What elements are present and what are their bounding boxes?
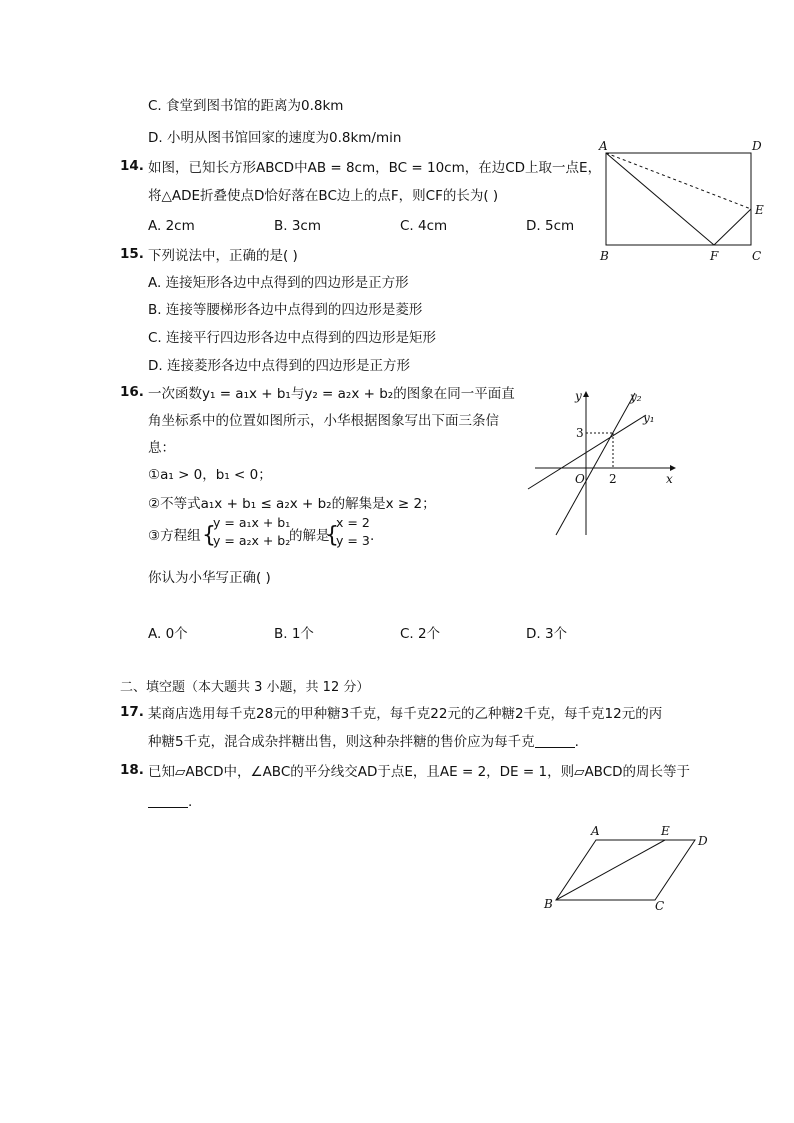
q18-label-a: A (591, 824, 600, 838)
q16-solution-x: x = 2 (336, 515, 370, 530)
q18-stem-line1: 已知▱ABCD中，∠ABC的平分线交AD于点E，且AE = 2，DE = 1，则▱ABCD的周长等于 (148, 764, 691, 780)
q16-info-3-prefix: ③方程组 (148, 528, 201, 544)
q18-label-b: B (544, 897, 553, 911)
q18-parallelogram-figure (540, 820, 720, 915)
q18-end-mark: . (188, 794, 193, 810)
q14-option-a: A. 2cm (148, 218, 195, 234)
q16-brace-right: { (325, 523, 339, 548)
q17-number: 17. (120, 704, 144, 720)
q14-option-d: D. 5cm (526, 218, 575, 234)
q16-stem-line3: 息： (148, 440, 175, 456)
q15-number: 15. (120, 246, 144, 262)
q16-brace-left: { (202, 523, 216, 548)
q18-label-e: E (661, 824, 670, 838)
q16-info-2: ②不等式a₁x + b₁ ≤ a₂x + b₂的解集是x ≥ 2； (148, 496, 436, 512)
q16-function-graph (520, 385, 680, 545)
q14-stem-line2: 将△ADE折叠使点D恰好落在BC边上的点F，则CF的长为( ) (148, 188, 499, 204)
q16-option-a: A. 0个 (148, 626, 188, 642)
q15-option-a: A. 连接矩形各边中点得到的四边形是正方形 (148, 275, 409, 291)
q14-label-f: F (710, 249, 719, 263)
q17-answer-blank[interactable] (535, 733, 575, 748)
q16-system-eq2: y = a₂x + b₂ (213, 533, 291, 548)
q16-line-y2-label: y₂ (630, 390, 642, 404)
q13-option-d: D. 小明从图书馆回家的速度为0.8km/min (148, 130, 402, 146)
q18-number: 18. (120, 762, 144, 778)
q14-label-b: B (600, 249, 609, 263)
q14-label-e: E (755, 203, 764, 217)
q16-system-eq1: y = a₁x + b₁ (213, 515, 291, 530)
q16-info-3-end: . (370, 528, 375, 544)
q16-axis-x-label: x (666, 472, 673, 486)
q15-option-d: D. 连接菱形各边中点得到的四边形是正方形 (148, 358, 410, 374)
q13-option-c: C. 食堂到图书馆的距离为0.8km (148, 98, 344, 114)
q14-stem-line1: 如图，已知长方形ABCD中AB = 8cm，BC = 10cm，在边CD上取一点E， (148, 160, 602, 176)
q14-rectangle-figure (596, 140, 776, 265)
q16-axis-y-label: y (575, 389, 582, 403)
q17-stem-line2-text: 种糖5千克，混合成杂拌糖出售，则这种杂拌糖的售价应为每千克 (148, 734, 535, 750)
q14-number: 14. (120, 158, 144, 174)
q16-solution-y: y = 3 (336, 533, 370, 548)
q16-info-1: ①a₁ > 0，b₁ < 0； (148, 467, 272, 483)
q14-option-c: C. 4cm (400, 218, 448, 234)
q18-answer-blank[interactable] (148, 793, 188, 808)
q15-option-b: B. 连接等腰梯形各边中点得到的四边形是菱形 (148, 302, 423, 318)
q16-number: 16. (120, 384, 144, 400)
q16-option-b: B. 1个 (274, 626, 314, 642)
q18-stem-line2 (148, 792, 192, 812)
q16-question: 你认为小华写正确( ) (148, 570, 271, 586)
q17-stem-line2 (148, 732, 579, 752)
q16-tick-x-2: 2 (609, 472, 617, 486)
q16-tick-y-3: 3 (576, 426, 584, 440)
q14-label-a: A (599, 139, 608, 153)
q15-stem: 下列说法中，正确的是( ) (148, 248, 298, 264)
q14-option-b: B. 3cm (274, 218, 322, 234)
q16-line-y1-label: y₁ (643, 411, 655, 425)
q16-origin-label: O (575, 472, 585, 486)
q18-label-d: D (698, 834, 708, 848)
q14-label-d: D (752, 139, 762, 153)
q14-label-c: C (752, 249, 762, 263)
q18-label-c: C (655, 899, 665, 913)
q16-option-d: D. 3个 (526, 626, 568, 642)
q16-stem-line2: 角坐标系中的位置如图所示，小华根据图象写出下面三条信 (148, 413, 499, 429)
q15-option-c: C. 连接平行四边形各边中点得到的四边形是矩形 (148, 330, 437, 346)
q16-info-3-middle: 的解是 (289, 528, 330, 544)
q16-stem-line1: 一次函数y₁ = a₁x + b₁与y₂ = a₂x + b₂的图象在同一平面直 (148, 386, 515, 402)
q17-stem-line1: 某商店选用每千克28元的甲种糖3千克，每千克22元的乙种糖2千克，每千克12元的丙 (148, 706, 663, 722)
section-fill-in-title: 二、填空题（本大题共 3 小题，共 12 分） (120, 680, 370, 695)
q16-option-c: C. 2个 (400, 626, 441, 642)
q17-end-mark: . (574, 734, 579, 750)
